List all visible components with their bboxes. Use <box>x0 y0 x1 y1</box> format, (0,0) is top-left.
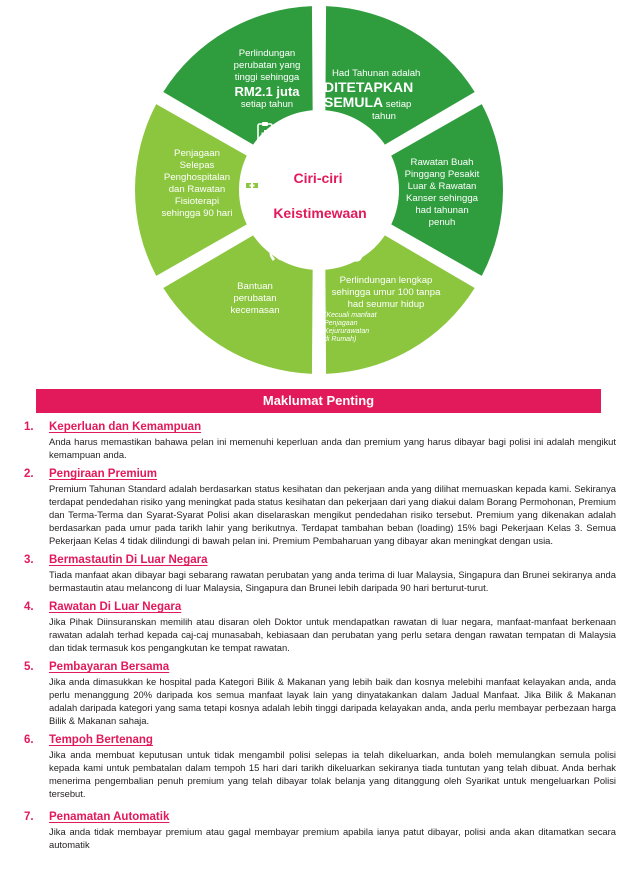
banner-important-info: Maklumat Penting <box>36 389 601 413</box>
note-line-3: Kejururawatan <box>324 328 370 335</box>
item-heading: Bermastautin Di Luar Negara <box>49 554 208 566</box>
segment-top-right-after-inline: setiap <box>385 99 412 110</box>
segment-top-right-pre: Had Tahunan adalah <box>332 68 421 79</box>
item-body: Tiada manfaat akan dibayar bagi sebarang rawatan perubatan yang anda terima di luar Malaysia, Singapura dan Brunei sekiranya anda bermastautin atau melancong di luar Malaysia, Singapura dan Brunei lebih daripada 90 hari berturut-turut. <box>49 569 616 593</box>
segment-left-line-4: dan Rawatan <box>168 184 226 195</box>
phone-24-icon <box>269 244 291 261</box>
item-heading: Rawatan Di Luar Negara <box>49 601 182 613</box>
nurse-icon <box>243 181 261 199</box>
segment-top-right-text <box>324 68 436 123</box>
segment-bottom-left-text <box>218 281 292 317</box>
segment-bottom-left-line-2: perubatan <box>233 293 277 304</box>
segment-top-text <box>218 48 316 111</box>
segment-top-line-3: tinggi sehingga <box>234 72 300 83</box>
list-item <box>24 467 620 547</box>
refresh-icon <box>340 121 356 141</box>
segment-bottom-right-line-3: had seumur hidup <box>347 299 425 310</box>
item-heading: Keperluan dan Kemampuan <box>49 421 202 433</box>
segment-top-after: setiap tahun <box>240 99 294 110</box>
item-number: 1. <box>24 421 34 433</box>
segment-left-line-3: Penghospitalan <box>163 172 231 183</box>
segment-top-right-big-2: SEMULA <box>324 94 384 110</box>
item-number: 4. <box>24 601 34 613</box>
segment-left-line-2: Selepas <box>179 160 215 171</box>
segment-right-line-5: had tahunan <box>415 205 469 216</box>
note-line-1: (Kecuali manfaat <box>324 312 377 319</box>
segment-top-line-2: perubatan yang <box>233 60 301 71</box>
info-list <box>24 420 620 857</box>
center-title-line-2: Keistimewaan <box>273 205 367 221</box>
item-heading: Pembayaran Bersama <box>49 661 170 673</box>
stethoscope-icon <box>374 178 391 201</box>
segment-bottom-left-line-1: Bantuan <box>237 281 273 292</box>
item-body: Jika anda tidak membayar premium atau gagal membayar premium apabila ianya patut dibayar, polisi anda akan ditamatkan secara automatik <box>49 826 616 850</box>
segment-top-right-after: tahun <box>372 111 397 122</box>
segment-bottom-right-note <box>318 312 454 344</box>
list-item <box>24 660 620 727</box>
center-title-line-1: Ciri-ciri <box>293 170 343 186</box>
note-line-4: di Rumah) <box>324 336 357 343</box>
list-item <box>24 733 620 800</box>
list-item <box>24 810 620 851</box>
segment-left-text <box>154 148 240 220</box>
item-number: 2. <box>24 468 34 480</box>
item-heading: Pengiraan Premium <box>49 468 158 480</box>
item-number: 3. <box>24 554 34 566</box>
segment-right-line-3: Luar & Rawatan <box>407 181 477 192</box>
segment-right-text <box>396 157 488 229</box>
item-number: 6. <box>24 734 34 746</box>
item-body: Anda harus memastikan bahawa pelan ini memenuhi keperluan anda dan premium yang harus dibayar bagi polisi ini adalah mengikut kemampuan anda. <box>49 436 616 460</box>
segment-bottom-right-text <box>318 275 454 344</box>
segment-right-line-1: Rawatan Buah <box>410 157 474 168</box>
item-number: 5. <box>24 661 34 673</box>
segment-left-line-1: Penjagaan <box>174 148 220 159</box>
segment-bottom-left-line-3: kecemasan <box>230 305 280 316</box>
segment-top-line-1: Perlindungan <box>238 48 296 59</box>
item-body: Jika Pihak Diinsuranskan memilih atau disaran oleh Doktor untuk mendapatkan rawatan di luar negara, manfaat-manfaat berkenaan rawatan adalah terhad kepada caj-caj munasabah, kebiasaan dan perubatan yang perlu setara dengan rawatan tempatan di Malaysia dan tidak termasuk kos pengangkutan ke tempat rawatan. <box>49 616 616 653</box>
features-wheel <box>118 0 520 376</box>
item-body: Jika anda membuat keputusan untuk tidak mengambil polisi selepas ia telah dikeluarkan, anda boleh memulangkan semula polisi kepada kami untuk pembatalan dalam tempoh 15 hari dari tarikh dikeluarkan sekiranya tiada tuntutan yang telah dibuat. Anda berhak menerima pengembalian penuh premium yang telah dibayar tolak belanja yang ditanggung oleh Syarikat untuk mengeluarkan Polisi tersebut. <box>49 749 616 799</box>
item-number: 7. <box>24 811 34 823</box>
phone-24-label: 24 <box>279 250 287 257</box>
segment-top-amount: RM2.1 juta <box>234 84 300 99</box>
segment-left-line-6: sehingga 90 hari <box>161 208 233 219</box>
item-body: Premium Tahunan Standard adalah berdasarkan status kesihatan dan pekerjaan anda yang dilihat memuaskan kepada kami. Sekiranya terdapat pendedahan risiko yang meningkat pada status kesihatan dan pekerjaan dari yang diakui dalam Borang Permohonan, Premium dan Terma-Terma dan Syarat-Syarat Polisi akan diselaraskan mengikut pendedahan risiko tersebut. Premium yang dikenakan adalah berdasarkan pada umur pada tarikh lahir yang berikutnya. Terdapat tambahan beban (loading) 15% bagi Pekerjaan Kelas 3. Semua Pekerjaan Kelas 4 tidak dilindungi di bawah pelan ini. Premium Pembaharuan yang dibayar akan meningkat dengan usia. <box>49 483 616 546</box>
note-line-2: Penjagaan <box>324 320 358 327</box>
list-item <box>24 420 620 461</box>
segment-left-line-5: Fisioterapi <box>174 196 220 207</box>
item-heading: Penamatan Automatik <box>49 811 170 823</box>
segment-top-right-big-1: DITETAPKAN <box>324 79 414 95</box>
list-item <box>24 553 620 594</box>
segment-bottom-right-line-2: sehingga umur 100 tanpa <box>331 287 441 298</box>
segment-right-line-2: Pinggang Pesakit <box>404 169 480 180</box>
segment-bottom-right-line-1: Perlindungan lengkap <box>339 275 433 286</box>
item-body: Jika anda dimasukkan ke hospital pada Kategori Bilik & Makanan yang lebih baik dan kosnya melebihi manfaat kelayakan anda, anda perlu menanggung 20% daripada kos semua manfaat layak lain yang dinyatakankan dalam Jadual Manfaat. Jika Bilik & Makanan adalah daripada kategori yang sama tetapi kosnya adalah lebih tinggi daripada kelayakan anda, anda perlu membayar perbezaan harga Bilik & Makanan sahaja. <box>49 676 616 726</box>
segment-right-line-6: penuh <box>428 217 456 228</box>
infinity-icon <box>335 250 361 261</box>
segment-right-line-4: Kanser sehingga <box>405 193 478 204</box>
item-heading: Tempoh Bertenang <box>49 734 153 746</box>
list-item <box>24 600 620 654</box>
